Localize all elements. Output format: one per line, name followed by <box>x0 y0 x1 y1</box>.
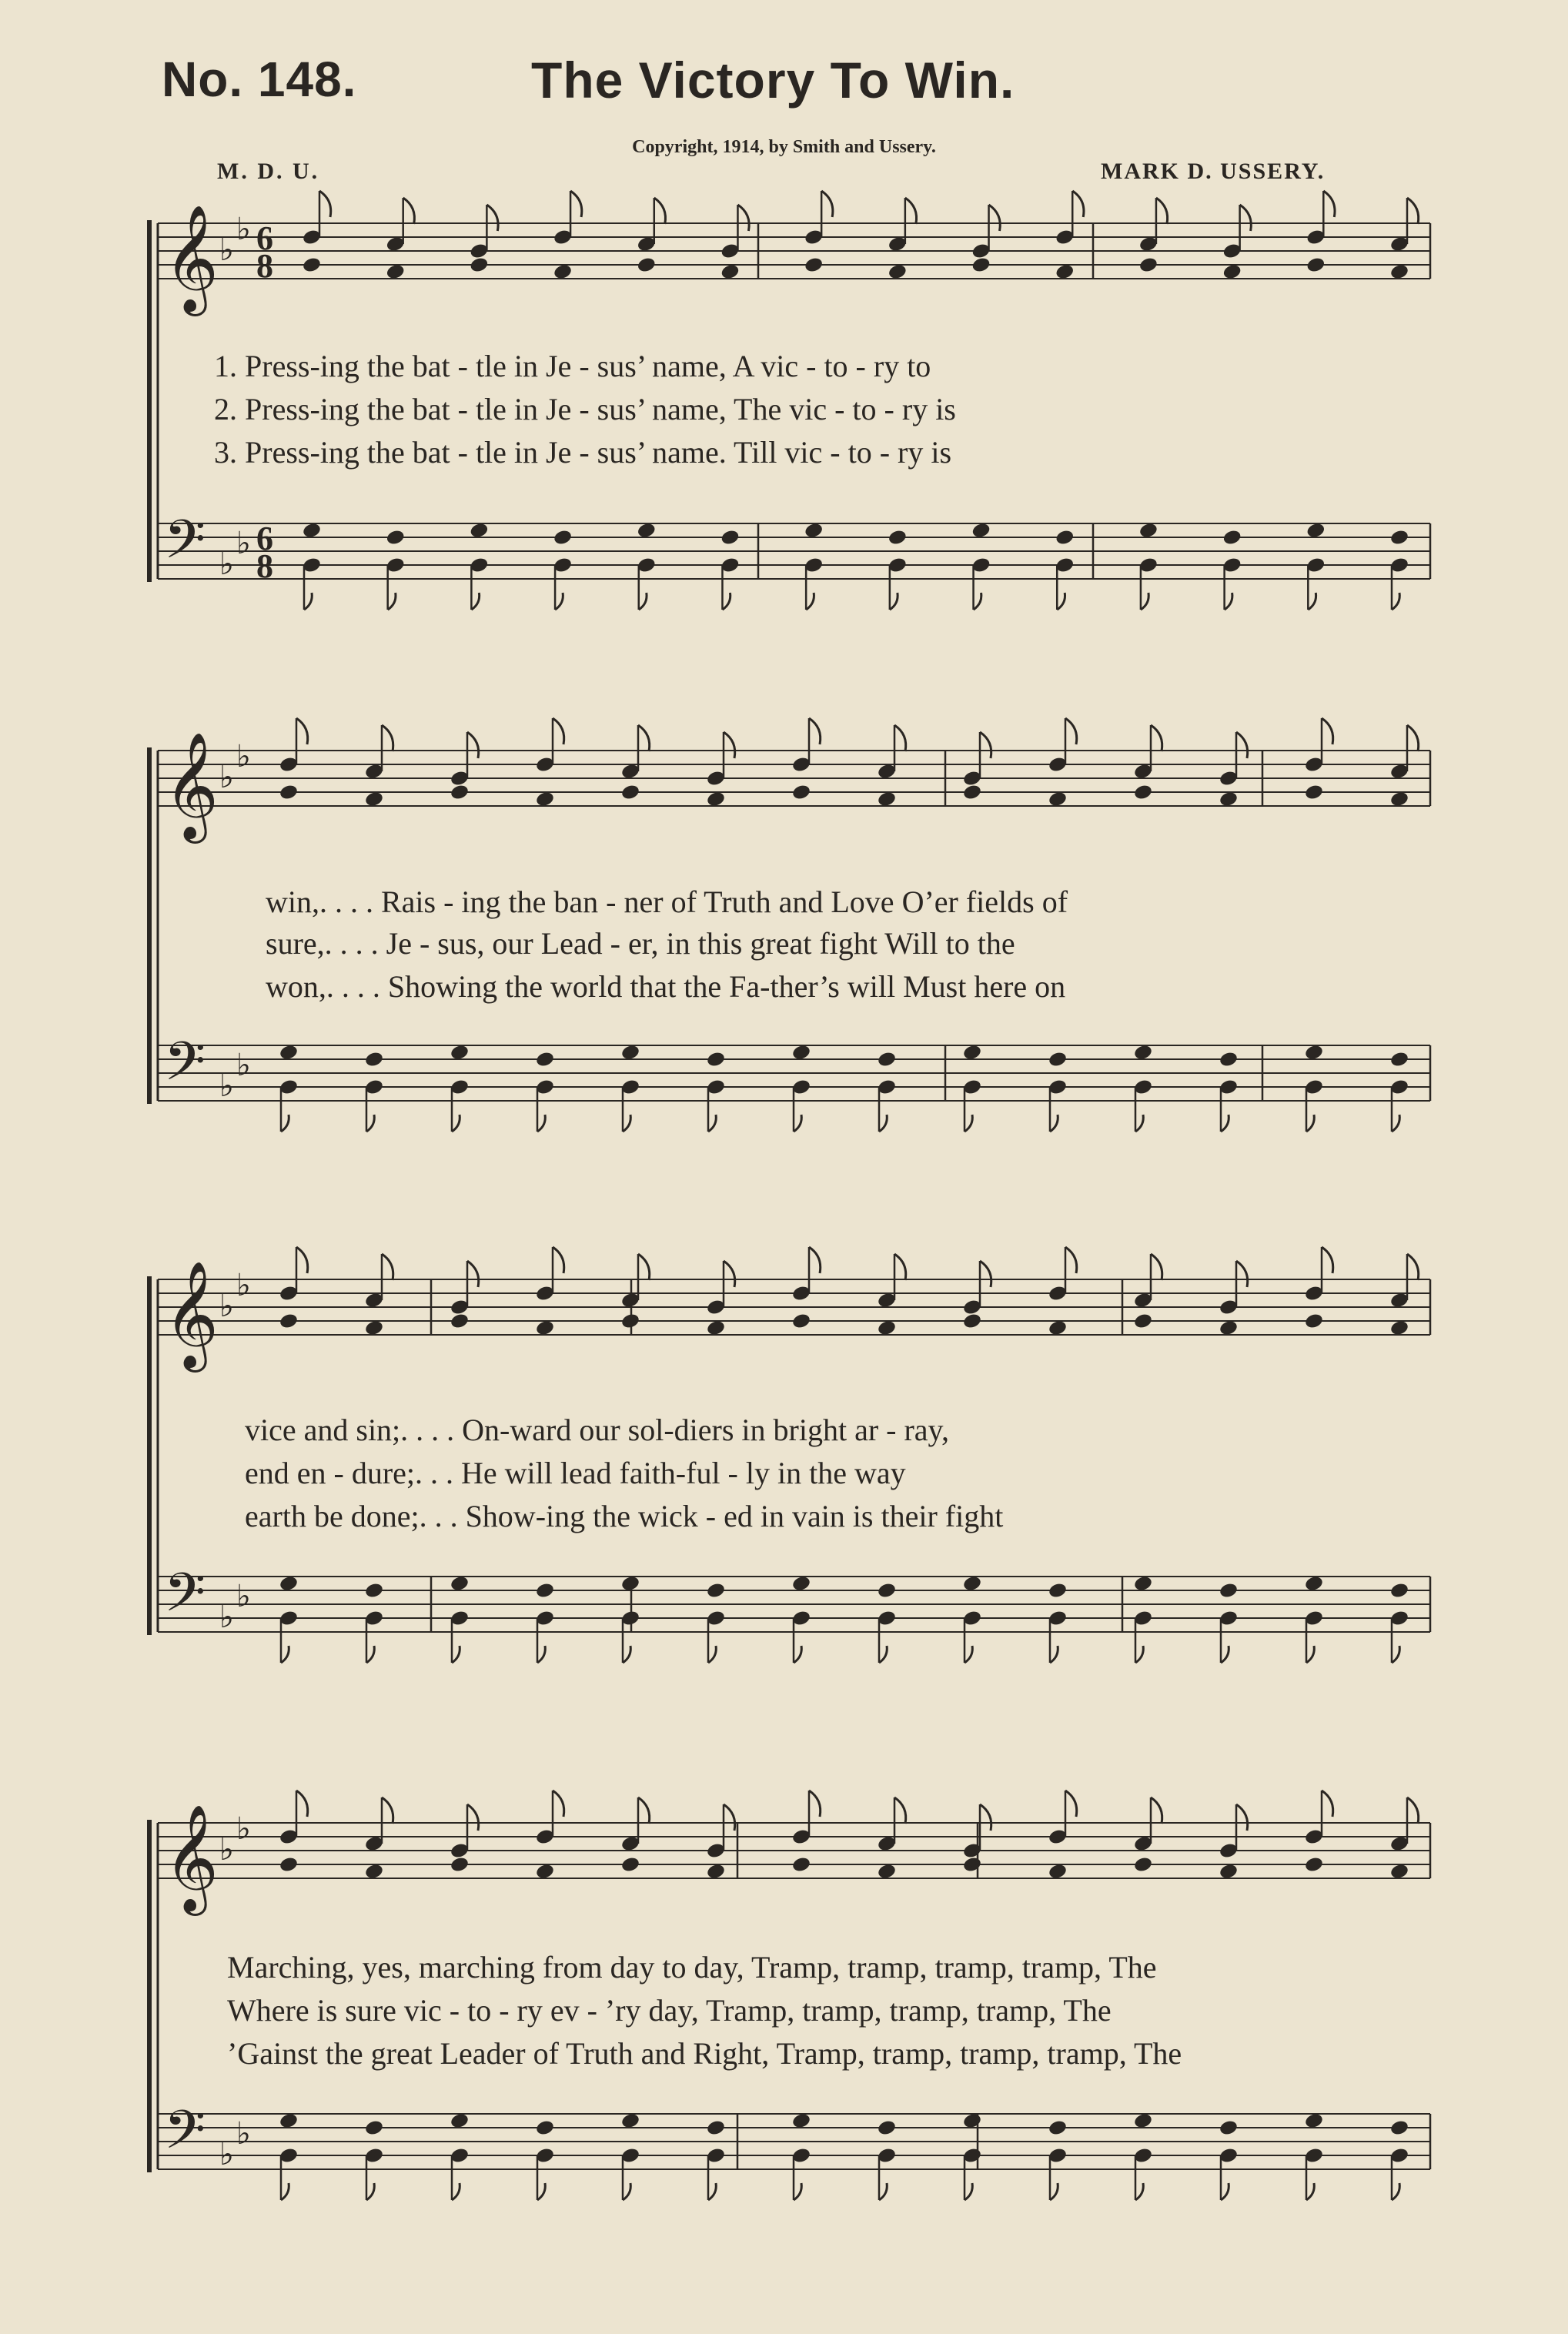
note-head <box>1389 1582 1409 1600</box>
flat-sign: ♭ <box>236 1579 251 1614</box>
note-flag <box>296 1247 308 1273</box>
note-head <box>1389 1863 1409 1881</box>
note-flag <box>1221 2183 1229 2200</box>
note-head <box>1304 1575 1324 1593</box>
note-head <box>1048 2119 1068 2137</box>
note-flag <box>281 1115 289 1132</box>
note-head <box>720 263 740 281</box>
note-flag <box>879 2183 887 2200</box>
note-head <box>302 256 322 274</box>
note-flag <box>1151 725 1162 751</box>
note-head <box>535 2119 555 2137</box>
note-flag <box>638 1254 650 1280</box>
note-head <box>450 784 470 801</box>
note-head <box>962 2112 982 2130</box>
note-head <box>279 1575 299 1593</box>
note-flag <box>537 1115 545 1132</box>
music-credit: MARK D. USSERY. <box>1101 159 1326 184</box>
note-flag <box>722 593 730 610</box>
note-head <box>791 784 811 801</box>
flat-sign: ♭ <box>219 1068 234 1104</box>
lyric-line: Marching, yes, marching from day to day, Tramp, tramp, tramp, tramp, The <box>227 1950 1157 1985</box>
note-head <box>1389 529 1409 547</box>
flat-sign: ♭ <box>219 547 234 582</box>
note-flag <box>1392 1646 1399 1663</box>
lyric-line: 2. Press-ing the bat - tle in Je - sus’ name, The vic - to - ry is <box>214 392 956 426</box>
note-flag <box>724 732 735 758</box>
note-head <box>791 1044 811 1062</box>
note-head <box>1133 784 1153 801</box>
note-head <box>450 2112 470 2130</box>
note-head <box>720 529 740 547</box>
note-head <box>279 784 299 801</box>
note-flag <box>570 191 582 217</box>
lyric-line: earth be done;. . . Show-ing the wick - ed in vain is their fight <box>245 1499 1004 1533</box>
note-flag <box>452 2183 460 2200</box>
note-head <box>620 1575 640 1593</box>
note-head <box>1055 529 1075 547</box>
note-flag <box>1221 1115 1229 1132</box>
system-brace <box>147 1820 152 2172</box>
note-head <box>535 1051 555 1068</box>
note-flag <box>555 593 563 610</box>
note-head <box>535 791 555 808</box>
note-flag <box>366 1115 374 1132</box>
time-signature-bottom: 8 <box>256 247 273 285</box>
note-flag <box>452 1646 460 1663</box>
note-head <box>1133 1575 1153 1593</box>
note-flag <box>623 1115 630 1132</box>
note-head <box>450 1856 470 1874</box>
note-head <box>469 256 489 274</box>
note-flag <box>452 1115 460 1132</box>
treble-clef: 𝄞 <box>164 732 219 839</box>
note-flag <box>1240 205 1252 231</box>
time-signature-top: 6 <box>256 520 273 557</box>
note-flag <box>794 1115 801 1132</box>
note-flag <box>1072 191 1084 217</box>
note-flag <box>639 593 647 610</box>
note-flag <box>1141 593 1148 610</box>
note-head <box>1055 263 1075 281</box>
note-head <box>1389 1319 1409 1337</box>
note-head <box>791 1856 811 1874</box>
note-flag <box>1050 2183 1058 2200</box>
note-flag <box>281 1646 289 1663</box>
note-flag <box>905 198 917 224</box>
note-flag <box>553 1247 564 1273</box>
flat-sign: ♭ <box>236 1268 251 1303</box>
note-head <box>1389 1051 1409 1068</box>
note-flag <box>467 1261 479 1287</box>
treble-clef: 𝄞 <box>164 205 219 312</box>
note-flag <box>1236 732 1248 758</box>
note-head <box>877 1051 897 1068</box>
note-flag <box>1407 1797 1419 1824</box>
note-flag <box>1225 593 1232 610</box>
note-flag <box>467 1804 479 1831</box>
flat-sign: ♭ <box>236 526 251 561</box>
note-flag <box>708 1115 716 1132</box>
note-flag <box>1065 718 1077 744</box>
note-head <box>1133 2112 1153 2130</box>
note-flag <box>1322 1791 1333 1817</box>
note-flag <box>553 718 564 744</box>
note-head <box>553 263 573 281</box>
note-flag <box>1236 1804 1248 1831</box>
system-brace <box>147 220 152 582</box>
note-flag <box>894 725 906 751</box>
note-flag <box>890 593 898 610</box>
note-flag <box>965 1646 972 1663</box>
note-head <box>1138 522 1158 540</box>
note-head <box>971 256 991 274</box>
note-head <box>1219 1319 1239 1337</box>
note-flag <box>1407 198 1419 224</box>
note-flag <box>724 1804 735 1831</box>
note-head <box>535 1582 555 1600</box>
note-head <box>469 522 489 540</box>
note-head <box>1219 791 1239 808</box>
note-flag <box>638 1797 650 1824</box>
bass-clef: 𝄢 <box>164 1561 206 1637</box>
hymn-title: The Victory To Win. <box>531 52 1015 109</box>
note-head <box>1219 1582 1239 1600</box>
note-flag <box>1057 593 1065 610</box>
note-flag <box>1392 1115 1399 1132</box>
lyric-line: won,. . . . Showing the world that the Fa-ther’s will Must here on <box>266 969 1066 1004</box>
note-flag <box>654 198 666 224</box>
note-flag <box>403 198 415 224</box>
note-head <box>1048 1319 1068 1337</box>
note-flag <box>879 1115 887 1132</box>
note-flag <box>382 1254 393 1280</box>
note-flag <box>1322 718 1333 744</box>
note-head <box>450 1575 470 1593</box>
note-flag <box>1135 2183 1143 2200</box>
note-head <box>364 1051 384 1068</box>
note-flag <box>1050 1115 1058 1132</box>
note-head <box>1304 1044 1324 1062</box>
note-head <box>386 263 406 281</box>
note-flag <box>737 205 749 231</box>
note-head <box>962 784 982 801</box>
note-head <box>962 1856 982 1874</box>
note-head <box>1304 784 1324 801</box>
note-head <box>450 1312 470 1330</box>
note-flag <box>319 191 331 217</box>
note-flag <box>894 1254 906 1280</box>
note-flag <box>708 1646 716 1663</box>
note-head <box>1048 1863 1068 1881</box>
note-head <box>620 784 640 801</box>
note-head <box>706 791 726 808</box>
words-credit: M. D. U. <box>217 159 320 184</box>
note-head <box>1304 1856 1324 1874</box>
note-head <box>364 1863 384 1881</box>
copyright-notice: Copyright, 1914, by Smith and Ussery. <box>632 137 936 157</box>
flat-sign: ♭ <box>236 1048 251 1083</box>
note-flag <box>965 2183 972 2200</box>
note-head <box>620 1312 640 1330</box>
note-head <box>637 256 657 274</box>
lyric-line: Where is sure vic - to - ry ev - ’ry day, Tramp, tramp, tramp, tramp, The <box>227 1993 1112 2028</box>
note-flag <box>980 1804 991 1831</box>
note-flag <box>486 205 498 231</box>
note-head <box>553 529 573 547</box>
note-flag <box>281 2183 289 2200</box>
note-head <box>364 1319 384 1337</box>
flat-sign: ♭ <box>236 2116 251 2152</box>
flat-sign: ♭ <box>219 1289 234 1324</box>
note-flag <box>296 718 308 744</box>
note-flag <box>467 732 479 758</box>
note-head <box>706 2119 726 2137</box>
note-head <box>962 1312 982 1330</box>
note-flag <box>1151 1254 1162 1280</box>
note-flag <box>809 1791 821 1817</box>
note-head <box>791 1312 811 1330</box>
note-head <box>706 1051 726 1068</box>
bass-clef: 𝄢 <box>164 508 206 584</box>
note-head <box>450 1044 470 1062</box>
note-flag <box>382 725 393 751</box>
lyric-line: sure,. . . . Je - sus, our Lead - er, in this great fight Will to the <box>266 926 1015 961</box>
note-head <box>1219 1863 1239 1881</box>
note-flag <box>304 593 312 610</box>
note-flag <box>1322 1247 1333 1273</box>
note-flag <box>806 593 814 610</box>
note-head <box>962 1044 982 1062</box>
note-head <box>962 1575 982 1593</box>
system-brace <box>147 747 152 1104</box>
note-flag <box>366 1646 374 1663</box>
note-head <box>877 791 897 808</box>
note-flag <box>638 725 650 751</box>
note-head <box>620 1856 640 1874</box>
lyric-line: 1. Press-ing the bat - tle in Je - sus’ name, A vic - to - ry to <box>214 349 931 383</box>
note-head <box>888 529 908 547</box>
note-head <box>1048 1582 1068 1600</box>
note-flag <box>989 205 1001 231</box>
treble-clef: 𝄞 <box>164 1261 219 1368</box>
note-flag <box>809 1247 821 1273</box>
note-head <box>1306 522 1326 540</box>
note-flag <box>623 1646 630 1663</box>
note-head <box>302 522 322 540</box>
note-flag <box>1407 1254 1419 1280</box>
note-flag <box>1151 1797 1162 1824</box>
note-flag <box>537 1646 545 1663</box>
note-flag <box>894 1797 906 1824</box>
note-flag <box>471 593 479 610</box>
note-head <box>1219 1051 1239 1068</box>
note-head <box>535 1319 555 1337</box>
lyric-line: 3. Press-ing the bat - tle in Je - sus’ name. Till vic - to - ry is <box>214 435 952 470</box>
note-head <box>620 2112 640 2130</box>
note-flag <box>1135 1646 1143 1663</box>
note-head <box>1304 1312 1324 1330</box>
note-head <box>1222 263 1242 281</box>
flat-sign: ♭ <box>219 760 234 795</box>
note-flag <box>974 593 981 610</box>
note-head <box>1306 256 1326 274</box>
note-head <box>804 522 824 540</box>
note-head <box>279 1856 299 1874</box>
note-flag <box>1135 1115 1143 1132</box>
note-flag <box>553 1791 564 1817</box>
lyric-line: end en - dure;. . . He will lead faith-ful - ly in the way <box>245 1456 906 1490</box>
system-brace <box>147 1276 152 1635</box>
note-flag <box>1221 1646 1229 1663</box>
bass-clef: 𝄢 <box>164 2098 206 2174</box>
note-head <box>706 1582 726 1600</box>
note-flag <box>1065 1247 1077 1273</box>
note-head <box>877 1319 897 1337</box>
time-signature-top: 6 <box>256 219 273 257</box>
note-flag <box>1407 725 1419 751</box>
note-head <box>1389 791 1409 808</box>
note-head <box>364 1582 384 1600</box>
flat-sign: ♭ <box>236 212 251 247</box>
note-flag <box>1323 191 1335 217</box>
note-flag <box>809 718 821 744</box>
note-flag <box>1392 2183 1399 2200</box>
flat-sign: ♭ <box>219 232 234 268</box>
note-head <box>971 522 991 540</box>
note-head <box>791 1575 811 1593</box>
note-head <box>877 2119 897 2137</box>
note-head <box>1222 529 1242 547</box>
note-flag <box>1050 1646 1058 1663</box>
note-flag <box>366 2183 374 2200</box>
flat-sign: ♭ <box>219 1600 234 1635</box>
note-flag <box>1156 198 1168 224</box>
flat-sign: ♭ <box>219 1832 234 1868</box>
note-head <box>706 1863 726 1881</box>
hymn-number: No. 148. <box>162 52 357 107</box>
treble-clef: 𝄞 <box>164 1804 219 1911</box>
note-flag <box>1308 593 1316 610</box>
flat-sign: ♭ <box>236 1811 251 1847</box>
note-head <box>791 2112 811 2130</box>
lyric-line: vice and sin;. . . . On-ward our sol-diers in bright ar - ray, <box>245 1413 949 1447</box>
note-head <box>1389 2119 1409 2137</box>
note-head <box>386 529 406 547</box>
note-head <box>1389 263 1409 281</box>
note-flag <box>879 1646 887 1663</box>
lyric-line: ’Gainst the great Leader of Truth and Right, Tramp, tramp, tramp, tramp, The <box>227 2036 1182 2071</box>
note-flag <box>1306 1115 1314 1132</box>
note-head <box>1048 791 1068 808</box>
note-flag <box>821 191 833 217</box>
note-head <box>535 1863 555 1881</box>
note-flag <box>1392 593 1399 610</box>
note-flag <box>724 1261 735 1287</box>
note-head <box>706 1319 726 1337</box>
note-flag <box>1306 1646 1314 1663</box>
time-signature-bottom: 8 <box>256 547 273 585</box>
note-flag <box>980 732 991 758</box>
note-head <box>1133 1044 1153 1062</box>
note-flag <box>1236 1261 1248 1287</box>
note-head <box>620 1044 640 1062</box>
note-flag <box>537 2183 545 2200</box>
note-head <box>877 1582 897 1600</box>
note-head <box>888 263 908 281</box>
note-flag <box>623 2183 630 2200</box>
note-flag <box>708 2183 716 2200</box>
note-head <box>637 522 657 540</box>
note-head <box>1133 1312 1153 1330</box>
lyric-line: win,. . . . Rais - ing the ban - ner of Truth and Love O’er fields of <box>266 884 1068 919</box>
note-head <box>1048 1051 1068 1068</box>
note-flag <box>382 1797 393 1824</box>
note-flag <box>1065 1791 1077 1817</box>
note-head <box>364 2119 384 2137</box>
note-head <box>279 2112 299 2130</box>
note-flag <box>980 1261 991 1287</box>
note-flag <box>794 1646 801 1663</box>
note-head <box>279 1312 299 1330</box>
note-head <box>1138 256 1158 274</box>
note-flag <box>388 593 396 610</box>
note-flag <box>1306 2183 1314 2200</box>
note-head <box>279 1044 299 1062</box>
bass-clef: 𝄢 <box>164 1030 206 1105</box>
note-head <box>877 1863 897 1881</box>
note-flag <box>965 1115 972 1132</box>
note-head <box>1133 1856 1153 1874</box>
flat-sign: ♭ <box>219 2137 234 2172</box>
note-head <box>1304 2112 1324 2130</box>
note-flag <box>794 2183 801 2200</box>
flat-sign: ♭ <box>236 739 251 774</box>
note-flag <box>296 1791 308 1817</box>
note-head <box>364 791 384 808</box>
note-head <box>1219 2119 1239 2137</box>
note-head <box>804 256 824 274</box>
